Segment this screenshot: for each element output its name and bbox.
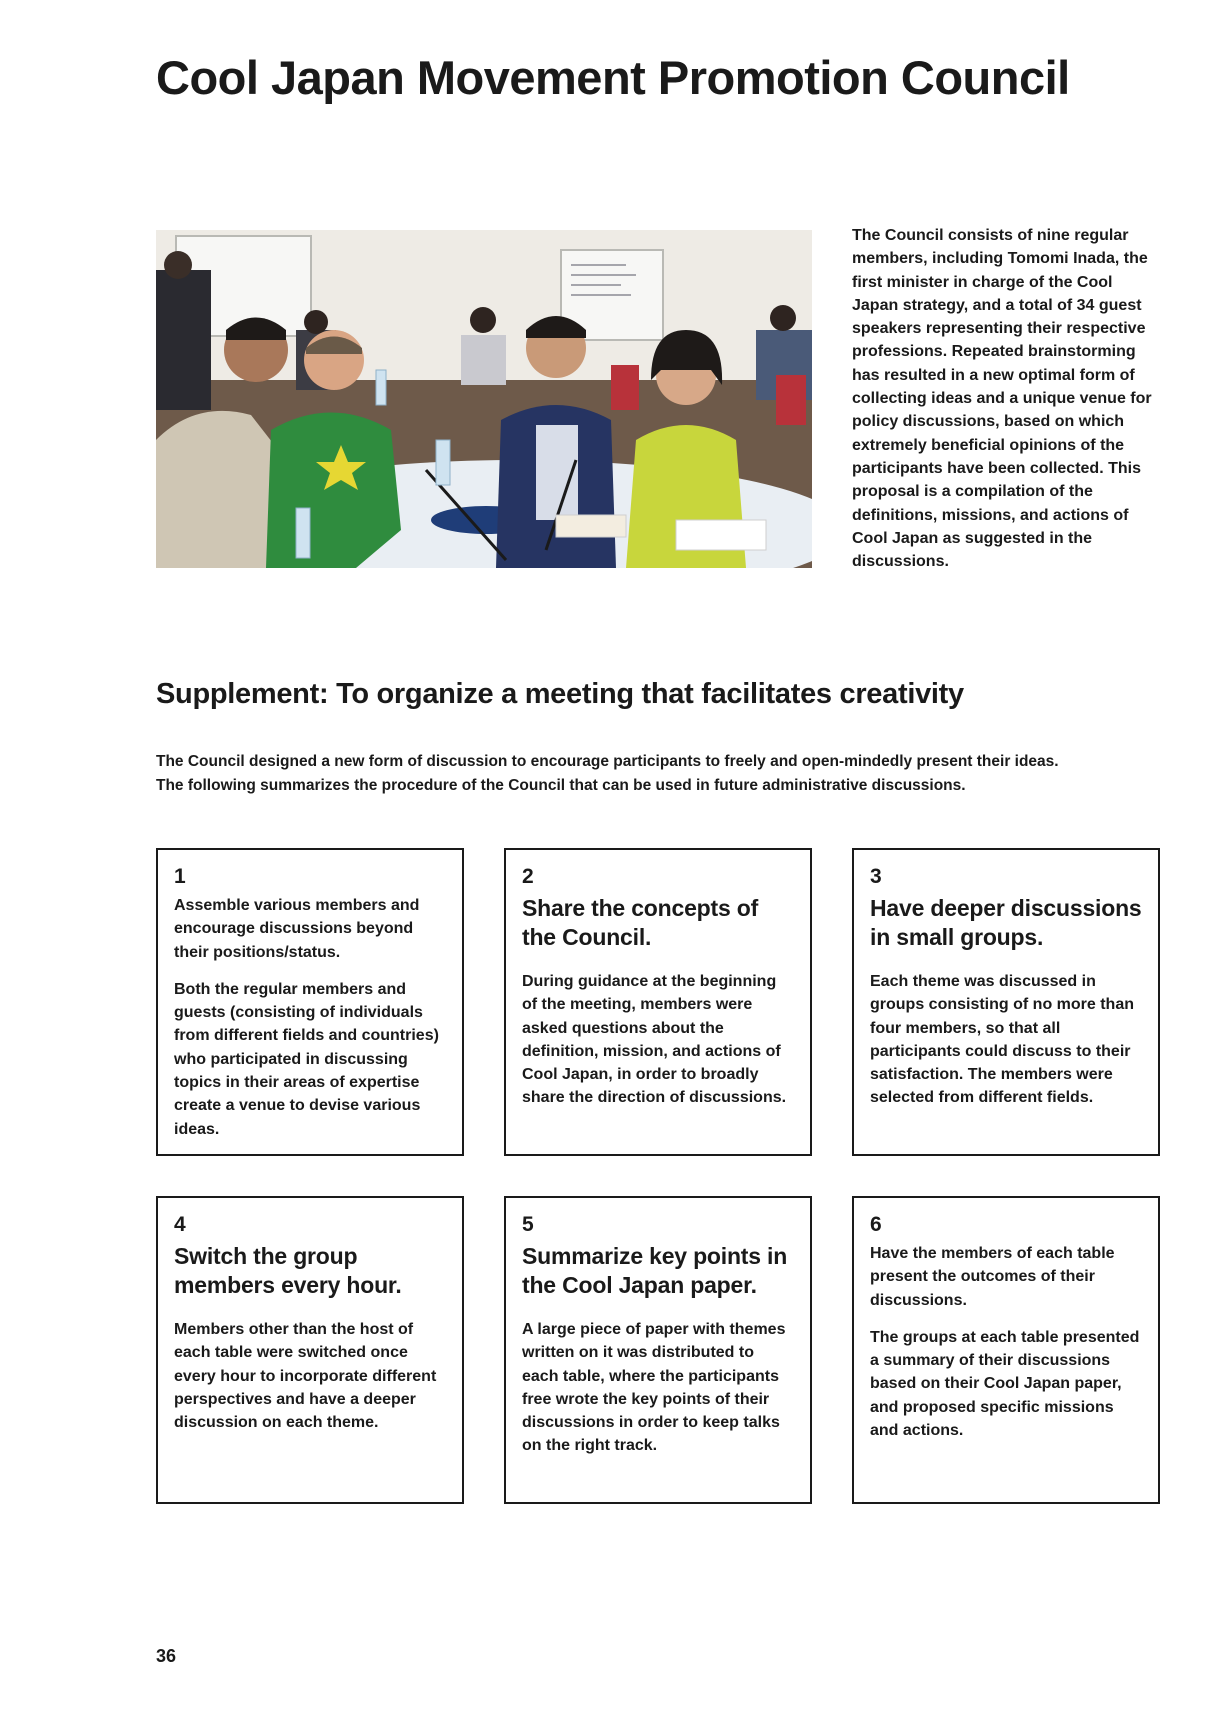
page-title: Cool Japan Movement Promotion Council (156, 51, 1070, 104)
procedure-cards (156, 848, 1160, 1504)
procedure-card-4 (156, 1196, 464, 1504)
step-body: The groups at each table presented a summary of their discussions based on their Cool Japan paper, and proposed specific missions and actions. (870, 1328, 1140, 1440)
step-number: 2 (522, 865, 534, 888)
page-number: 36 (156, 1646, 177, 1666)
procedure-card-5 (504, 1196, 812, 1504)
intro-paragraph: The Council consists of nine regular members, including Tomomi Inada, the first minister in charge of the Cool Japan strategy, and a total of 34 guest speakers representing their respective professions. Repeated brainstorming has resulted in a new optimal form of collecting ideas and a unique venue for policy discussions, based on which extremely beneficial opinions of the participants have been collected. This proposal is a compilation of the definitions, missions, and actions of Cool Japan as suggested in the discussions. (852, 227, 1152, 571)
step-title: Summarize key points in the Cool Japan paper. (522, 1243, 788, 1298)
step-body: A large piece of paper with themes written on it was distributed to each table, where the participants free wrote the key points of their discussions in order to keep talks on the right track. (522, 1321, 786, 1455)
step-number: 4 (174, 1213, 186, 1236)
step-body: Members other than the host of each table were switched once every hour to incorporate different perspectives and have a deeper discussion on each theme. (174, 1321, 437, 1432)
step-title: Assemble various members and encourage discussions beyond their positions/status. (174, 897, 420, 961)
step-number: 5 (522, 1213, 534, 1236)
supplement-description-line: The following summarizes the procedure of the Council that can be used in future administrative discussions. (156, 776, 966, 794)
procedure-card-2 (504, 848, 812, 1156)
step-title: Have the members of each table present the outcomes of their discussions. (870, 1245, 1115, 1309)
step-title: Switch the group members every hour. (174, 1243, 402, 1298)
step-title: Share the concepts of the Council. (522, 895, 759, 950)
step-body: Both the regular members and guests (consisting of individuals from different fields and countries) who participated in discussing topics in their areas of expertise create a venue to devise various ideas. (174, 980, 439, 1138)
step-title: Have deeper discussions in small groups. (870, 895, 1142, 950)
step-number: 1 (174, 865, 186, 888)
procedure-card-1 (156, 848, 464, 1156)
meeting-photo (156, 230, 812, 568)
meeting-photo-illustration (156, 230, 812, 568)
supplement-description-line: The Council designed a new form of discussion to encourage participants to freely and open-mindedly present their ideas. (156, 753, 1059, 770)
supplement-description (156, 750, 1166, 797)
step-number: 6 (870, 1213, 882, 1236)
step-body: Each theme was discussed in groups consisting of no more than four members, so that all participants could discuss to their satisfaction. The members were selected from different fields. (870, 973, 1134, 1107)
supplement-heading: Supplement: To organize a meeting that facilitates creativity (156, 678, 964, 710)
procedure-card-6 (852, 1196, 1160, 1504)
step-body: During guidance at the beginning of the meeting, members were asked questions about the definition, mission, and actions of Cool Japan, in order to broadly share the direction of discussions. (522, 973, 787, 1107)
procedure-card-3 (852, 848, 1160, 1156)
step-number: 3 (870, 865, 882, 888)
